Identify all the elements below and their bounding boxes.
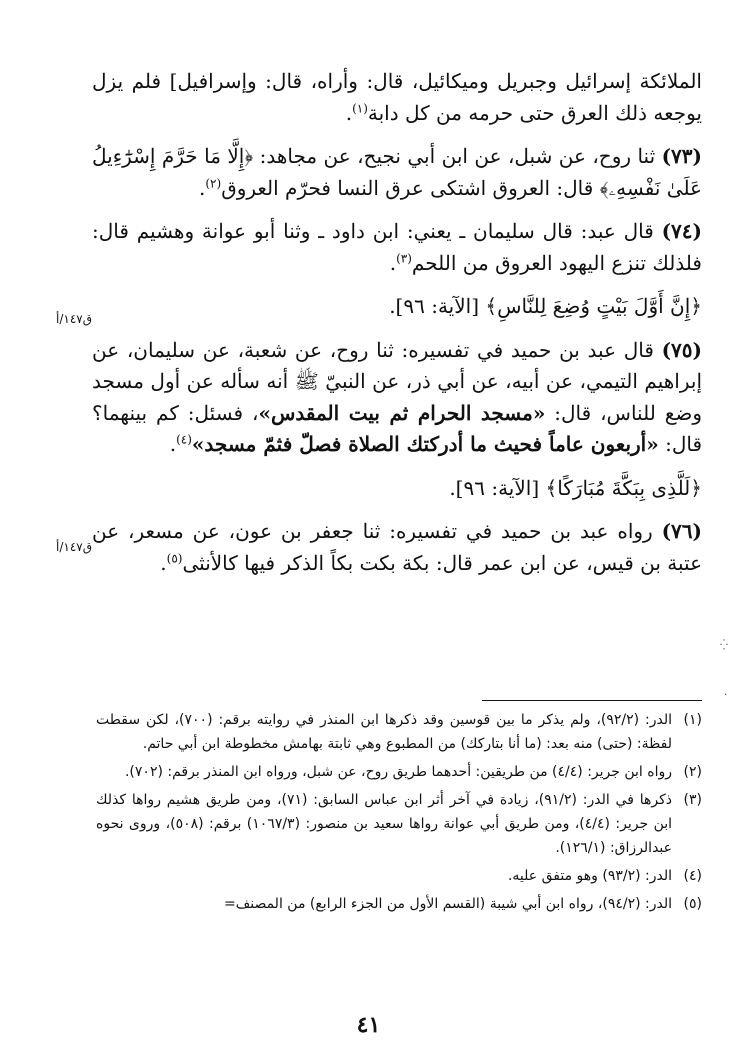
- paragraph: [92, 66, 702, 129]
- footnote-text: الدر: (٩٤/٢)، رواه ابن أبي شيبة (القسم الأول من الجزء الرابع) من المصنف=: [224, 896, 672, 912]
- text-run: .: [199, 175, 206, 200]
- main-text: [92, 66, 702, 591]
- text-run: ، فسئل: كم بينهما؟ قال:: [92, 400, 702, 456]
- footnote-number: (٥): [683, 896, 702, 912]
- footnote-text: رواه ابن جرير: (٤/٤) من طريقين: أحدهما طريق روح، عن شبل، ورواه ابن المنذر برقم: (٧٠٢).: [124, 764, 672, 780]
- footnote-text: ذكرها في الدر: (٩١/٢)، زيادة في آخر أثر ابن عباس السابق: (٧١)، ومن طريق هشيم رواها كذلك ابن جرير: (٤/٤)، ومن طريق أبي عوانة رواها سعيد بن منصور: (١٠٦٧/٣) برقم: (٥٠٨)، وروى نحوه عبدالرزاق: (١٢٦/١).: [96, 792, 673, 856]
- footnote-ref: (٥): [166, 550, 183, 565]
- verse-heading: [92, 291, 702, 323]
- text-run: قال عبد: قال سليمان ـ يعني: ابن داود ـ وثنا أبو عوانة وهشيم قال: فلذلك تنزع اليهود العروق من اللحم: [92, 219, 702, 275]
- footnote-number: (٤): [683, 868, 702, 884]
- text-run: .: [345, 100, 353, 125]
- paragraph: [92, 516, 702, 579]
- text-run: ﴿إِنَّ أَوَّلَ بَيْتٍ وُضِعَ لِلنَّاسِ﴾ [الآية: ٩٦].: [389, 294, 702, 318]
- footnote-separator: [482, 700, 702, 701]
- text-run: .: [169, 432, 177, 456]
- footnote-text: الدر: (٩٣/٢) وهو متفق عليه.: [507, 868, 672, 884]
- text-run: قال عبد بن حميد في تفسيره: ثنا روح، عن شعبة، عن سليمان، عن إبراهيم التيمي، عن أبيه، عن أبي ذر، عن النبيّ ﷺ أنه سأله عن أول مسجد وضع للناس، قال:: [92, 337, 702, 425]
- page-number: ٤١: [356, 1012, 381, 1038]
- text-run: رواه عبد بن حميد في تفسيره: ثنا جعفر بن عون، عن مسعر، عن عتبة بن قيس، عن ابن عمر قال: بكة بكت بكاً الذكر فيها كالأنثى: [92, 519, 702, 575]
- margin-note-2: ق١٤٧/أ: [56, 540, 93, 554]
- margin-mark: ⁛: [720, 640, 728, 651]
- athar-number: (٧٤): [661, 219, 702, 243]
- footnote-number: (١): [683, 712, 702, 728]
- footnote: [96, 760, 702, 784]
- paragraph: [92, 216, 702, 279]
- paragraph: [92, 141, 702, 204]
- footnote-number: (٣): [683, 792, 702, 808]
- paragraph: [92, 335, 702, 461]
- margin-mark: ·: [724, 690, 728, 701]
- athar-number: (٧٣): [661, 144, 702, 168]
- text-run: الملائكة إسرائيل وجبريل وميكائيل، قال: وأراه، قال: وإسرافيل] فلم يزل يوجعه ذلك العرق حتى حرمه من كل دابة: [92, 69, 702, 125]
- footnotes: [96, 708, 702, 920]
- hadith-quote: «أربعون عاماً فحيث ما أدركتك الصلاة فصلّ فثمّ مسجد»: [191, 432, 659, 456]
- text-run: قال: العروق اشتكى عرق النسا فحرّم العروق: [221, 175, 600, 200]
- hadith-quote: «مسجد الحرام ثم بيت المقدس»: [258, 400, 546, 425]
- footnote-ref: (١): [352, 100, 368, 115]
- text-run: .: [389, 250, 397, 275]
- text-run: ﴿لَلَّذِى بِبَكَّةَ مُبَارَكًا﴾ [الآية: ٩٦].: [449, 475, 702, 500]
- footnote-ref: (٢): [205, 175, 222, 190]
- footnote-text: الدر: (٩٢/٢)، ولم يذكر ما بين قوسين وقد ذكرها ابن المنذر في روايته برقم: (٧٠٠)، لكن سقطت لفظة: (حتى) منه بعد: (ما أنا بتاركك) من المطبوع وهي ثابتة بهامش مخطوطة ابن أبي حاتم.: [96, 712, 672, 752]
- footnote: [96, 864, 702, 888]
- footnote-ref: (٣): [396, 250, 412, 265]
- text-run: .: [160, 550, 167, 575]
- footnote-number: (٢): [683, 764, 702, 780]
- margin-note-1: ق١٤٧/أ: [56, 312, 93, 326]
- footnote: [96, 892, 702, 916]
- text-run: ثنا روح، عن شبل، عن ابن أبي نجيح، عن مجاهد:: [253, 144, 662, 168]
- text-run: ﴿إِلَّا مَا حَرَّمَ إِسْرَٰٓءِيلُ عَلَىٰ نَفْسِهِۦ﴾: [92, 144, 702, 200]
- footnote-ref: (٤): [176, 432, 192, 447]
- footnote: [96, 788, 702, 860]
- athar-number: (٧٥): [661, 337, 702, 362]
- athar-number: (٧٦): [661, 519, 702, 543]
- verse-heading: [92, 473, 702, 505]
- footnote: [96, 708, 702, 756]
